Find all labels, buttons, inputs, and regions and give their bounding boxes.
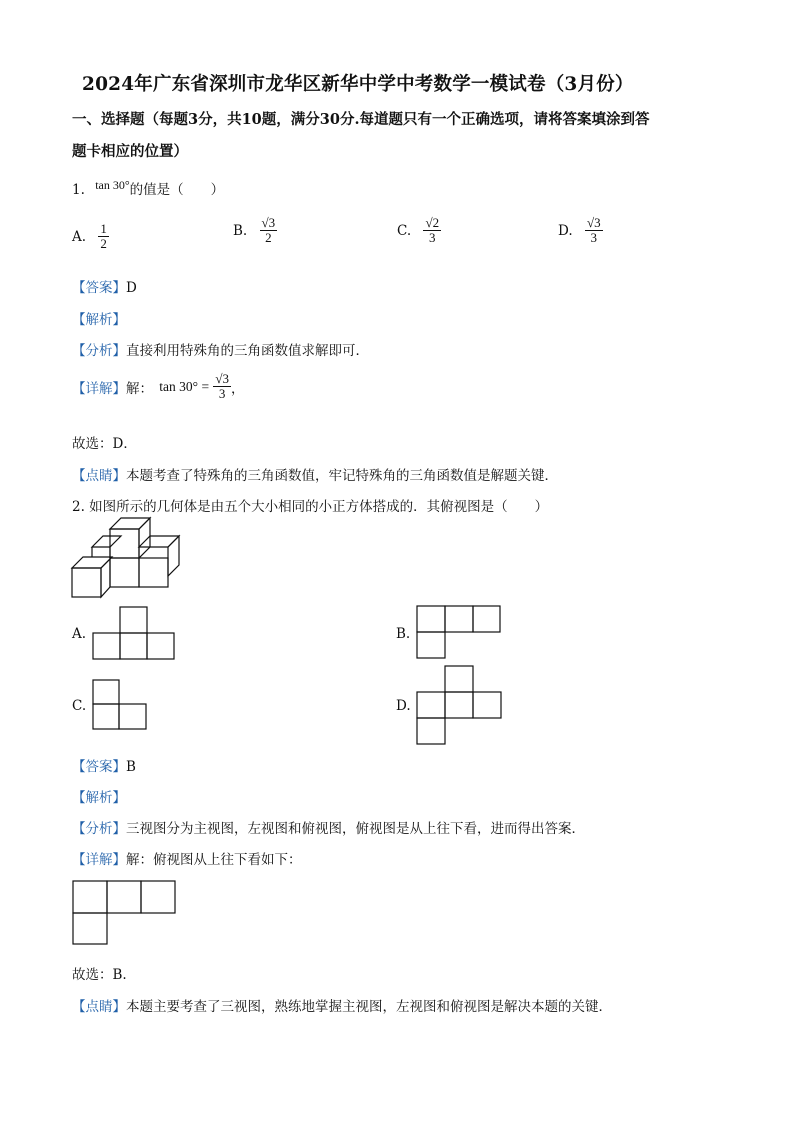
q2-option-d-label: D.: [396, 698, 411, 714]
denominator: 3: [218, 386, 226, 402]
fenxi-tag: 【分析】: [72, 821, 126, 837]
option-label: D.: [558, 222, 573, 239]
answer-tag: 【答案】: [72, 280, 126, 296]
middle-face: [110, 558, 139, 587]
back-left-top: [92, 536, 121, 547]
q1-option-c: [397, 216, 441, 246]
denominator: 3: [590, 230, 597, 246]
comment-text: 本题考查了特殊角的三角函数值，牢记特殊角的三角函数值是解题关键．: [126, 468, 558, 484]
radicand: 2: [432, 215, 440, 230]
q1-number: 1.: [72, 182, 85, 198]
detail-prefix: 解：: [126, 380, 153, 397]
q1-answer: [72, 276, 137, 296]
q2-choose: 故选：B.: [72, 967, 127, 983]
answer-tag: 【答案】: [72, 759, 126, 775]
detail-tag: 【详解】: [72, 852, 126, 868]
option-label: A.: [72, 228, 87, 245]
q1-option-a: [72, 222, 109, 252]
q1-stem: [72, 178, 224, 198]
answer-value: D: [126, 280, 137, 296]
detail-tag: 【详解】: [72, 380, 126, 397]
q2-option-d-figure: [416, 665, 504, 747]
q2-option-c-label: C.: [72, 698, 87, 714]
option-label: B.: [233, 222, 248, 239]
q2-stem: 2. 如图所示的几何体是由五个大小相同的小正方体搭成的．其俯视图是（ ）: [72, 499, 549, 515]
q2-option-b-figure: [416, 605, 502, 660]
q2-option-a-figure: [92, 606, 177, 660]
detail-expression: tan 30° =: [159, 378, 210, 394]
q1-option-b: [233, 216, 277, 246]
radical-sign: √: [261, 215, 269, 230]
fraction: [260, 216, 278, 246]
fraction: [423, 216, 441, 246]
detail-fraction: [213, 372, 231, 402]
numerator: 1: [100, 221, 107, 236]
detail-suffix: ，: [231, 380, 245, 397]
q1-detail: [72, 372, 245, 402]
denominator: 2: [100, 236, 107, 252]
q2-answer: [72, 755, 136, 775]
denominator: 2: [265, 230, 272, 246]
numerator: [585, 216, 603, 231]
radicand: 3: [222, 371, 229, 386]
q2-analysis-tag: 【解析】: [72, 790, 126, 806]
radical-sign: √: [586, 215, 595, 230]
right-face: [139, 558, 168, 587]
fenxi-text: 直接利用特殊角的三角函数值求解即可．: [126, 343, 369, 359]
q2-option-c-figure: [92, 679, 149, 731]
fraction: [98, 222, 109, 252]
top-cube-front: [110, 529, 139, 558]
q2-fenxi: [72, 817, 585, 837]
radicand: 3: [268, 215, 276, 230]
q2-comment: [72, 995, 612, 1015]
numerator: [423, 216, 441, 231]
fraction: [585, 216, 603, 246]
numerator: [260, 216, 278, 231]
q1-comment: [72, 464, 558, 484]
detail-text: 解：俯视图从上往下看如下：: [126, 852, 302, 868]
q1-stem-rest: 的值是（ ）: [129, 182, 225, 198]
right-side: [168, 536, 179, 576]
comment-tag: 【点睛】: [72, 468, 126, 484]
section-header-line1: 一、选择题（每题3分，共10题，满分30分.每道题只有一个正确选项，请将答案填涂到答: [72, 111, 650, 128]
q1-fenxi: [72, 339, 369, 359]
q2-option-a-label: A.: [72, 626, 87, 642]
comment-tag: 【点睛】: [72, 999, 126, 1015]
q1-choose: 故选：D．: [72, 436, 137, 452]
q2-detail: [72, 848, 302, 868]
q2-solid-figure: [70, 518, 185, 600]
radical-sign: √: [425, 215, 433, 230]
numerator: [213, 372, 231, 387]
radical-sign: √: [215, 371, 223, 386]
front-left-side: [101, 559, 110, 597]
page-title: 2024年广东省深圳市龙华区新华中学中考数学一模试卷（3月份）: [82, 74, 634, 95]
front-left-face: [72, 568, 101, 597]
q1-analysis-tag: 【解析】: [72, 312, 126, 328]
fenxi-tag: 【分析】: [72, 343, 126, 359]
fenxi-text: 三视图分为主视图，左视图和俯视图，俯视图是从上往下看，进而得出答案．: [126, 821, 585, 837]
q2-option-b-label: B.: [396, 626, 411, 642]
q1-option-d: [558, 216, 603, 246]
q1-expression: tan 30°: [95, 178, 130, 192]
radicand: 3: [594, 215, 601, 230]
option-label: C.: [397, 222, 412, 239]
answer-value: B: [126, 759, 136, 775]
denominator: 3: [429, 230, 436, 246]
section-header-line2: 题卡相应的位置）: [72, 143, 188, 160]
comment-text: 本题主要考查了三视图，熟练地掌握主视图，左视图和俯视图是解决本题的关键．: [126, 999, 612, 1015]
q2-detail-figure: [72, 880, 178, 946]
